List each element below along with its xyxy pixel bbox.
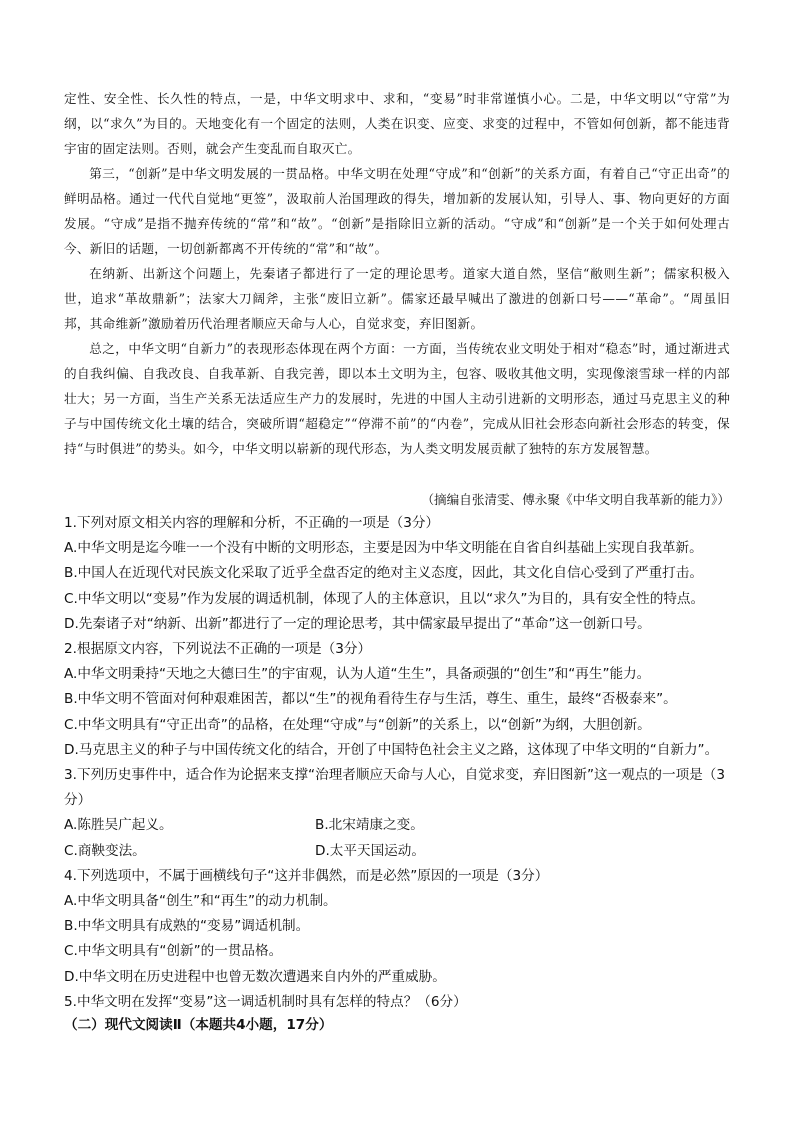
passage-paragraph-4: 总之，中华文明“自新力”的表现形态体现在两个方面：一方面，当传统农业文明处于相对“稳态”时，通过渐进式的自我纠偏、自我改良、自我革新、自我完善，即以本土文明为主，包容、吸收其他文明，实现像滚雪球一样的内部壮大；另一方面，当生产关系无法适应生产力的发展时，先进的中国人主动引进新的文明形态，通过马克思主义的种子与中国传统文化土壤的结合，突破所谓“超稳定”“停滞不前”的“内卷”，完成从旧社会形态向新社会形态的转变，保持“与时俱进”的势头。如今，中华文明以崭新的现代形态，为人类文明发展贡献了独特的东方发展智慧。 <box>64 341 730 456</box>
option-a: A.中华文明秉持“天地之大德曰生”的宇宙观，认为人道“生生”，具备顽强的“创生”和“再生”能力。 <box>64 666 651 683</box>
passage-paragraph-2: 第三，“创新”是中华文明发展的一贯品格。中华文明在处理“守成”和“创新”的关系方面，有着自己“守正出奇”的鲜明品格。通过一代代自觉地“更签”，汲取前人治国理政的得失，增加新的发展认知，引导人、事、物向更好的方面发展。“守成”是指不抛弃传统的“常”和“故”。“创新”是指除旧立新的活动。“守成”和“创新”是一个关于如何处理古今、新旧的话题，一切创新都离不开传统的“常”和“故”。 <box>64 166 730 256</box>
option-b: B.北宋靖康之变。 <box>315 817 424 834</box>
option-d: D.太平天国运动。 <box>315 842 425 859</box>
options-row <box>64 839 744 864</box>
question-3 <box>64 763 744 864</box>
reading-passage <box>64 86 730 461</box>
option-d: D.先秦诸子对“纳新、出新”都进行了一定的理论思考，其中儒家最早提出了“革命”这一创新口号。 <box>64 615 651 632</box>
question-stem: 3.下列历史事件中，适合作为论据来支撑“治理者顺应天命与人心，自觉求变，弃旧图新”这一观点的一项是（3分） <box>64 767 726 809</box>
question-stem: 5.中华文明在发挥“变易”这一调适机制时具有怎样的特点？（6分） <box>64 993 467 1010</box>
option-a: A.中华文明是迄今唯一一个没有中断的文明形态，主要是因为中华文明能在自省自纠基础上实现自我革新。 <box>64 540 703 557</box>
option-c: C.中华文明具有“守正出奇”的品格，在处理“守成”与“创新”的关系上，以“创新”为纲，大胆创新。 <box>64 716 651 733</box>
question-4 <box>64 864 744 990</box>
option-b: B.中国人在近现代对民族文化采取了近乎全盘否定的绝对主义态度，因此，其文化自信心受到了严重打击。 <box>64 565 703 582</box>
option-a: A.中华文明具备“创生”和“再生”的动力机制。 <box>64 893 337 910</box>
question-list <box>64 511 744 1015</box>
question-5 <box>64 990 744 1015</box>
question-2 <box>64 637 744 763</box>
option-c: C.中华文明具有“创新”的一贯品格。 <box>64 943 283 960</box>
section-heading: （二）现代文阅读Ⅱ（本题共4小题，17分） <box>64 1017 333 1033</box>
passage-paragraph-1: 定性、安全性、长久性的特点，一是，中华文明求中、求和，“变易”时非常谨慎小心。二是，中华文明以“守常”为纲，以“求久”为目的。天地变化有一个固定的法则，人类在识变、应变、求变的过程中，不管如何创新，都不能违背宇宙的固定法则。否则，就会产生变乱而自取灭亡。 <box>64 91 730 156</box>
option-d: D.马克思主义的种子与中国传统文化的结合，开创了中国特色社会主义之路，这体现了中华文明的“自新力”。 <box>64 741 719 758</box>
passage-source: （摘编自张清雯、傅永聚《中华文明自我革新的能力》） <box>421 492 730 507</box>
option-c: C.中华文明以“变易”作为发展的调适机制，体现了人的主体意识，且以“求久”为目的，具有安全性的特点。 <box>64 590 705 607</box>
option-d: D.中华文明在历史进程中也曾无数次遭遇来自内外的严重威胁。 <box>64 968 446 985</box>
question-1 <box>64 511 744 637</box>
option-a: A.陈胜吴广起义。 <box>64 817 173 834</box>
question-stem: 2.根据原文内容，下列说法不正确的一项是（3分） <box>64 641 372 658</box>
option-b: B.中华文明不管面对何种艰难困苦，都以“生”的视角看待生存与生活，尊生、重生，最终“否极泰来”。 <box>64 691 677 708</box>
option-b: B.中华文明具有成熟的“变易”调适机制。 <box>64 918 310 935</box>
options-row <box>64 813 744 838</box>
passage-paragraph-3: 在纳新、出新这个问题上，先秦诸子都进行了一定的理论思考。道家大道自然，坚信“敝则生新”；儒家积极入世，追求“革故鼎新”；法家大刀阔斧，主张“废旧立新”。儒家还最早喊出了激进的创新口号——“革命”。“周虽旧邦，其命维新”激励着历代治理者顺应天命与人心，自觉求变，弃旧图新。 <box>64 266 730 331</box>
question-stem: 4.下列选项中，不属于画横线句子“这并非偶然，而是必然”原因的一项是（3分） <box>64 867 549 884</box>
question-stem: 1.下列对原文相关内容的理解和分析，不正确的一项是（3分） <box>64 515 440 531</box>
option-c: C.商鞅变法。 <box>64 842 146 859</box>
